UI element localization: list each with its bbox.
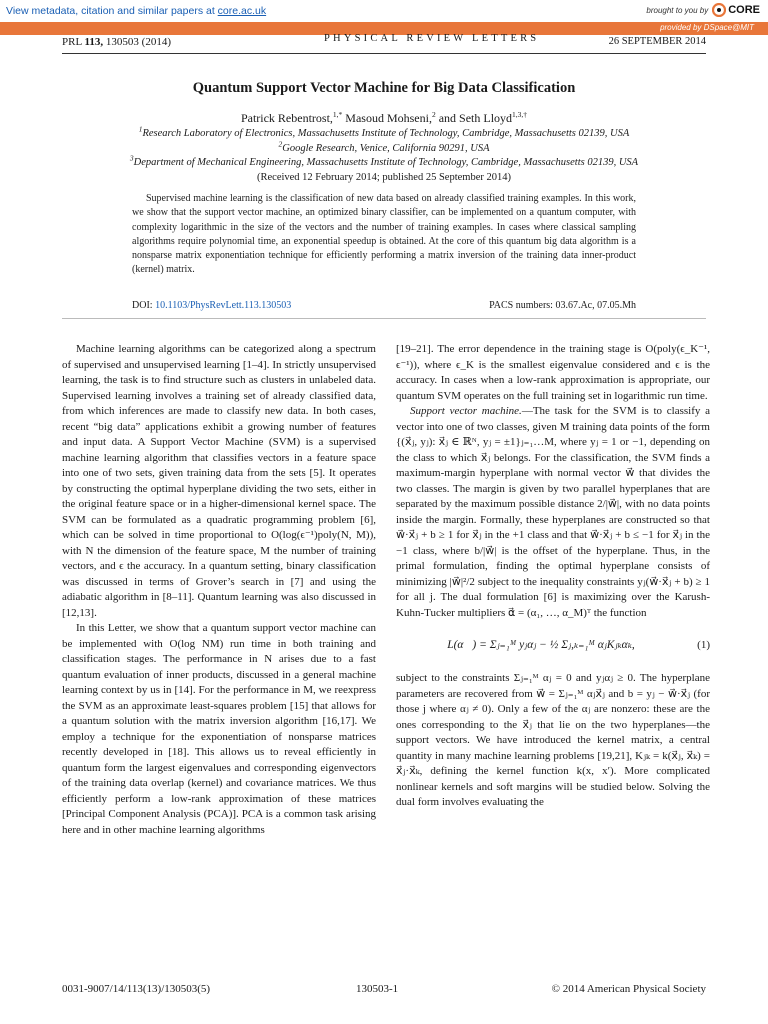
affil-text: Department of Mechanical Engineering, Massachusetts Institute of Technology, Cambridge, Massachusetts 02139, USA	[133, 157, 639, 168]
page-number: 130503-1	[356, 983, 399, 995]
affil-mark: 2	[278, 139, 283, 149]
affil-text: Google Research, Venice, California 90291, USA	[282, 143, 490, 154]
header-rule	[62, 53, 706, 54]
footer-code: 0031-9007/14/113(13)/130503(5)	[62, 983, 211, 995]
core-brand	[646, 3, 760, 17]
body-paragraph: In this Letter, we show that a quantum support vector machine can be implemented with O(log NM) run time in both training and classification stages. The performance in N arises due to a fast quantum evaluation of inner products, discussed in a general machine learning context by us in [14]. For the performance in M, we reexpress the SVM as an approximate least-squares problem [15] that allows for a quantum solution with the matrix inversion algorithm [16,17]. We employ a technique for the exponentiation of nonsparse matrices recently developed in [18]. This allows us to reveal efficiently in quantum form the largest eigenvalues and corresponding eigenvectors of the training data overlap (kernel) and covariance matrices. We thus efficiently perform a low-rank approximation of these matrices [Principal Component Analysis (PCA)]. PCA is a common task arising here and in other machine learning algorithms	[62, 622, 376, 836]
left-column	[62, 342, 376, 838]
copyright: © 2014 American Physical Society	[551, 983, 706, 995]
core-logo-label: CORE	[728, 4, 760, 16]
section-runin-heading: Support vector machine.	[410, 405, 522, 417]
right-column	[396, 342, 710, 811]
affiliation-3	[62, 153, 706, 168]
core-logo-icon	[712, 3, 726, 17]
abstract-separator	[62, 318, 706, 319]
journal-abbrev: PRL	[62, 36, 85, 48]
author-affil-mark: 2	[431, 110, 436, 119]
author-name: and Seth Lloyd	[435, 111, 513, 125]
equation-number: (1)	[697, 639, 710, 652]
svm-section-text: —The task for the SVM is to classify a vector into one of two classes, given M training data points of the form {(x⃗ⱼ, yⱼ): x⃗ⱼ ∈ ℝᴺ, yⱼ = ±1}ⱼ₌₁…M, where yⱼ = 1 or −1, depending on the class to which x⃗ⱼ belongs. For the classification, the SVM finds a maximum-margin hyperplane with normal vector w⃗ that divides the two classes. The margin is given by two parallel hyperplanes that are separated by the maximum possible distance 2/|w⃗|, with no data points inside the margin. Formally, these hyperplanes are constructed so that w⃗·x⃗ⱼ + b ≥ 1 for x⃗ⱼ in the +1 class and that w⃗·x⃗ⱼ + b ≤ −1 for x⃗ⱼ in the −1 class, where b/|w⃗| is the offset of the hyperplane. Thus, in the primal formulation, finding the optimal hyperplane consists of minimizing |w⃗|²/2 subject to the inequality constraints yⱼ(w⃗·x⃗ⱼ + b) ≥ 1 for all j. The dual formulation [6] is maximizing over the Karush-Kuhn-Tucker multipliers α⃗ = (α₁, …, α_M)ᵀ the function	[396, 405, 710, 619]
doi-link[interactable]: 10.1103/PhysRevLett.113.130503	[155, 300, 292, 311]
author-list	[62, 111, 706, 126]
journal-reference	[62, 36, 171, 48]
author-affil-mark[interactable]: 1,*	[332, 110, 343, 119]
received-dates: (Received 12 February 2014; published 25 September 2014)	[257, 172, 511, 183]
article-number: 130503 (2014)	[103, 36, 171, 48]
affiliation-1	[62, 124, 706, 139]
affil-text: Research Laboratory of Electronics, Massachusetts Institute of Technology, Cambridge, Massachusetts 02139, USA	[142, 128, 630, 139]
body-paragraph: subject to the constraints Σⱼ₌₁ᴹ αⱼ = 0 and yⱼαⱼ ≥ 0. The hyperplane parameters are recovered from w⃗ = Σⱼ₌₁ᴹ αⱼx⃗ⱼ and b = yⱼ − w⃗·x⃗ⱼ (for those j where αⱼ ≠ 0). Only a few of the αⱼ are nonzero: these are the ones corresponding to the x⃗ⱼ that lie on the two hyperplanes—the support vectors. We have introduced the kernel matrix, a central quantity in many machine learning problems [19,21], Kⱼₖ = k(x⃗ⱼ, x⃗ₖ) = x⃗ⱼ·x⃗ₖ, defining the kernel function k(x, x′). More complicated nonlinear kernels and soft margins will be studied below. Solving the dual form involves evaluating the	[396, 672, 710, 808]
provided-by-text[interactable]: provided by DSpace@MIT	[660, 23, 754, 32]
brought-by-text: brought to you by	[646, 5, 709, 15]
affiliation-2	[62, 139, 706, 154]
affil-mark: 3	[129, 153, 134, 163]
affil-mark: 1	[138, 124, 143, 134]
author-affil-mark[interactable]: 1,3,†	[512, 110, 528, 119]
running-header	[62, 33, 706, 52]
core-banner	[0, 0, 768, 23]
core-logo[interactable]	[712, 3, 760, 17]
core-link[interactable]: core.ac.uk	[217, 5, 267, 17]
author-name: Patrick Rebentrost,	[240, 111, 333, 125]
svm-section-paragraph	[396, 404, 710, 621]
author-name: Masoud Mohseni,	[342, 111, 432, 125]
body-paragraph: [19–21]. The error dependence in the training stage is O(poly(ϵ_K⁻¹, ϵ⁻¹)), where ϵ_K is the smallest eigenvalue considered and ϵ is the accuracy. In cases when a low-rank approximation is appropriate, our quantum SVM operates on the full training set in logarithmic run time.	[396, 343, 710, 402]
equation-body: L(α⃗) = Σⱼ₌₁ᴹ yⱼαⱼ − ½ Σⱼ,ₖ₌₁ᴹ αⱼKⱼₖαₖ,	[447, 639, 635, 652]
pacs-numbers: PACS numbers: 03.67.Ac, 07.05.Mh	[489, 300, 636, 311]
body-paragraph: Machine learning algorithms can be categorized along a spectrum of supervised and unsupervised learning [1–4]. In strictly unsupervised learning, the task is to find structure such as clusters in unlabeled data. Supervised learning involves a training set of already classified data, from which inferences are made to classify new data. In both cases, recent “big data” applications exhibit a growing number of features and input data. A Support Vector Machine (SVM) is a supervised machine learning algorithm that classifies vectors in a feature space into one of two sets, given training data from the sets [5]. It operates by constructing the optimal hyperplane dividing the two sets, either in the original feature space or in a higher-dimensional kernel space. The SVM can be formulated as a quadratic programming problem [6], which can be solved in time proportional to O(log(ϵ⁻¹)poly(N, M)), with N the dimension of the feature space, M the number of training vectors, and ϵ the accuracy. In a quantum setting, binary classification was discussed in terms of Grover’s search in [7] and using the adiabatic algorithm in [8–11]. Quantum learning was also discussed in [12,13].	[62, 343, 376, 619]
journal-volume: 113,	[84, 36, 104, 48]
paper-title: Quantum Support Vector Machine for Big Data Classification	[192, 80, 576, 96]
abstract: Supervised machine learning is the classification of new data based on already classified training examples. In this work, we show that the support vector machine, an optimized binary classifier, can be implemented on a quantum computer, with complexity logarithmic in the size of the vectors and the number of training examples. In cases where classical sampling algorithms require polynomial time, an exponential speedup is obtained. At the core of this quantum big data algorithm is a nonsparse matrix exponentiation technique for efficiently performing a matrix inversion of the training data inner-product (kernel) matrix.	[132, 193, 636, 276]
view-metadata-text[interactable]: View metadata, citation and similar papers at	[6, 5, 218, 17]
doi-label: DOI:	[132, 300, 156, 311]
core-metadata-line	[6, 5, 266, 17]
journal-name: PHYSICAL REVIEW LETTERS	[324, 33, 540, 44]
issue-date: 26 SEPTEMBER 2014	[608, 36, 706, 47]
equation-1	[396, 623, 710, 669]
doi-line	[132, 300, 291, 311]
